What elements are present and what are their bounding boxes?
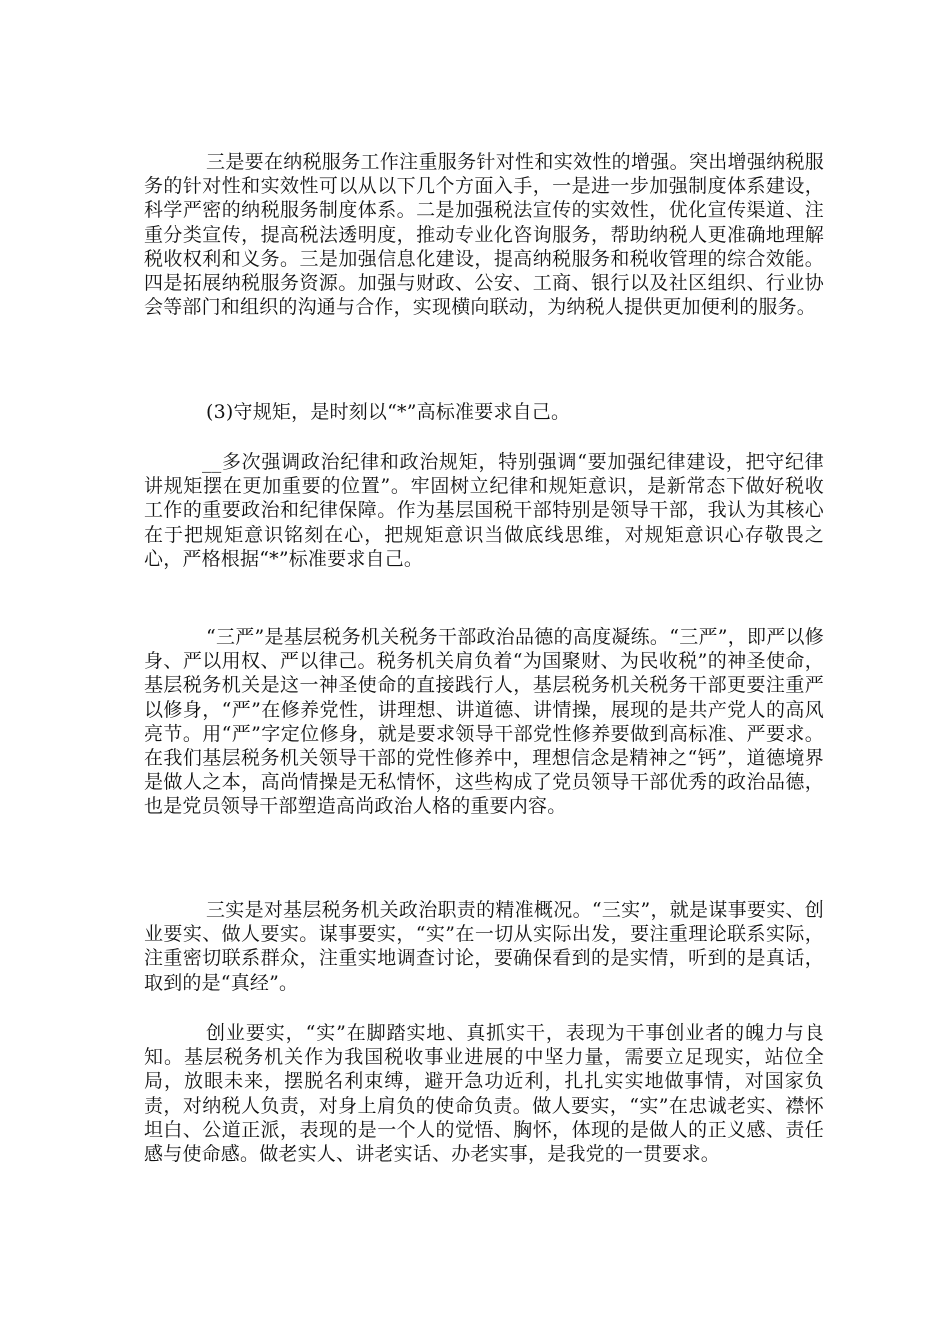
- paragraph-three-stricts: “三严”是基层税务机关税务干部政治品德的高度凝练。“三严”，即严以修身、严以用权、严以律己。税务机关肩负着“为国聚财、为民收税”的神圣使命，基层税务机关是这一神圣使命的直接践行人，基层税务机关税务干部更要注重严以修身，“严”在修养党性，讲理想、讲道德、讲情操，展现的是共产党人的高风亮节。用“严”字定位修身，就是要求领导干部党性修养要做到高标准、严要求。在我们基层税务机关领导干部的党性修养中，理想信念是精神之“钙”，道德境界是做人之本，高尚情操是无私情怀，这些构成了党员领导干部优秀的政治品德，也是党员领导干部塑造高尚政治人格的重要内容。: [144, 626, 824, 818]
- paragraph-taxpayer-service: 三是要在纳税服务工作注重服务针对性和实效性的增强。突出增强纳税服务的针对性和实效性可以从以下几个方面入手，一是进一步加强制度体系建设，科学严密的纳税服务制度体系。二是加强税法宣传的实效性，优化宣传渠道、注重分类宣传，提高税法透明度，推动专业化咨询服务，帮助纳税人更准确地理解税收权利和义务。三是加强信息化建设，提高纳税服务和税收管理的综合效能。四是拓展纳税服务资源。加强与财政、公安、工商、银行以及社区组织、行业协会等部门和组织的沟通与合作，实现横向联动，为纳税人提供更加便利的服务。: [144, 151, 824, 319]
- paragraph-discipline: __多次强调政治纪律和政治规矩，特别强调“要加强纪律建设，把守纪律讲规矩摆在更加重要的位置”。牢固树立纪律和规矩意识，是新常态下做好税收工作的重要政治和纪律保障。作为基层国税干部特别是领导干部，我认为其核心在于把规矩意识铭刻在心，把规矩意识当做底线思维，对规矩意识心存敬畏之心，严格根据“*”标准要求自己。: [144, 451, 824, 570]
- paragraph-heading-rules: (3)守规矩，是时刻以“*”高标准要求自己。: [206, 401, 571, 423]
- paragraph-entrepreneurship: 创业要实，“实”在脚踏实地、真抓实干，表现为干事创业者的魄力与良知。基层税务机关作为我国税收事业进展的中坚力量，需要立足现实，站位全局，放眼未来，摆脱名利束缚，避开急功近利，扎扎实实地做事情，对国家负责，对纳税人负责，对身上肩负的使命负责。做人要实，“实”在忠诚老实、襟怀坦白、公道正派，表现的是一个人的觉悟、胸怀，体现的是做人的正义感、责任感与使命感。做老实人、讲老实话、办老实事，是我党的一贯要求。: [144, 1022, 824, 1166]
- paragraph-three-solids: 三实是对基层税务机关政治职责的精准概况。“三实”，就是谋事要实、创业要实、做人要实。谋事要实，“实”在一切从实际出发，要注重理论联系实际，注重密切联系群众，注重实地调查讨论，要确保看到的是实情，听到的是真话，取到的是“真经”。: [144, 899, 824, 994]
